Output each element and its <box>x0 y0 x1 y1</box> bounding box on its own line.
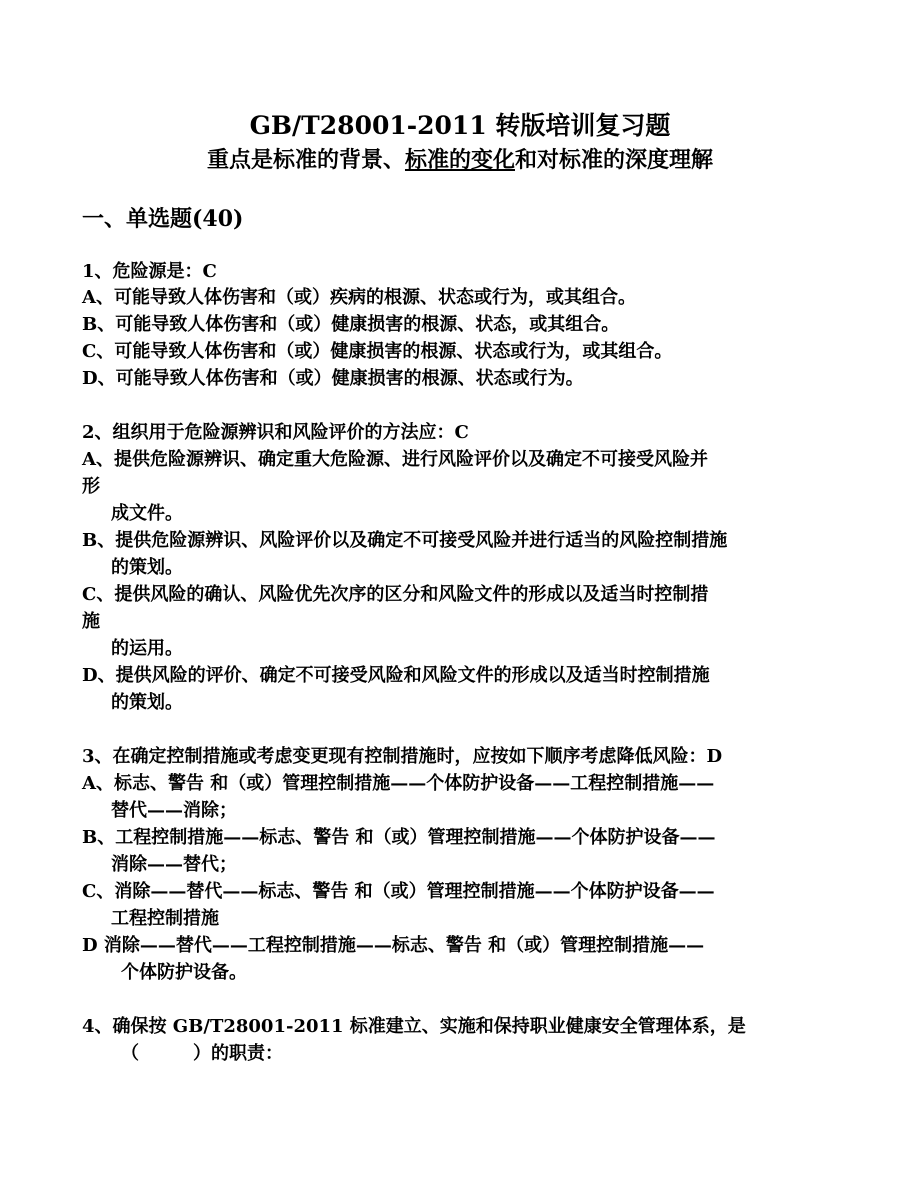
question-2-option-b: B、提供危险源辨识、风险评价以及确定不可接受风险并进行适当的风险控制措施 <box>82 530 728 551</box>
question-2-option-c-wrap: 施 <box>82 611 100 632</box>
question-3-option-d: D 消除——替代——工程控制措施——标志、警告 和（或）管理控制措施—— <box>82 935 705 956</box>
question-2-option-c: C、提供风险的确认、风险优先次序的区分和风险文件的形成以及适当时控制措 <box>82 584 709 605</box>
question-2: 2、组织用于危险源辨识和风险评价的方法应：C <box>82 422 469 443</box>
question-1-option-d: D、可能导致人体伤害和（或）健康损害的根源、状态或行为。 <box>82 368 584 389</box>
question-2-option-c-cont: 的运用。 <box>111 638 183 659</box>
question-1-option-a: A、可能导致人体伤害和（或）疾病的根源、状态或行为，或其组合。 <box>82 287 636 308</box>
question-1-option-b: B、可能导致人体伤害和（或）健康损害的根源、状态，或其组合。 <box>82 314 620 335</box>
question-3-option-c-cont: 工程控制措施 <box>111 908 219 929</box>
question-4-cont: （ ）的职责： <box>121 1043 283 1064</box>
question-3-option-a-cont: 替代——消除； <box>111 800 237 821</box>
question-2-option-a: A、提供危险源辨识、确定重大危险源、进行风险评价以及确定不可接受风险并 <box>82 449 708 470</box>
question-2-option-d-cont: 的策划。 <box>111 692 183 713</box>
question-3-option-c: C、消除——替代——标志、警告 和（或）管理控制措施——个体防护设备—— <box>82 881 715 902</box>
subtitle-text-2: 和对标准的深度理解 <box>515 147 714 173</box>
subtitle-text-1: 重点是标准的背景、 <box>206 147 405 173</box>
question-2-option-b-cont: 的策划。 <box>111 557 183 578</box>
question-2-option-d: D、提供风险的评价、确定不可接受风险和风险文件的形成以及适当时控制措施 <box>82 665 710 686</box>
question-3-option-b-cont: 消除——替代； <box>111 854 237 875</box>
question-3: 3、在确定控制措施或考虑变更现有控制措施时，应按如下顺序考虑降低风险：D <box>82 746 723 767</box>
question-1-option-c: C、可能导致人体伤害和（或）健康损害的根源、状态或行为，或其组合。 <box>82 341 673 362</box>
section-heading: 一、单选题(40) <box>82 206 244 232</box>
question-4: 4、确保按 GB/T28001-2011 标准建立、实施和保持职业健康安全管理体系，是 <box>82 1016 746 1037</box>
question-3-option-a: A、标志、警告 和（或）管理控制措施——个体防护设备——工程控制措施—— <box>82 773 715 794</box>
question-2-option-a-wrap: 形 <box>82 476 100 497</box>
subtitle-underlined-text: 标准的变化 <box>404 147 515 173</box>
question-2-option-a-cont: 成文件。 <box>111 503 183 524</box>
document-subtitle <box>0 143 920 177</box>
question-3-option-b: B、工程控制措施——标志、警告 和（或）管理控制措施——个体防护设备—— <box>82 827 716 848</box>
document-title: GB/T28001-2011 转版培训复习题 <box>249 111 671 140</box>
question-1: 1、危险源是：C <box>82 261 217 282</box>
question-3-option-d-cont: 个体防护设备。 <box>121 962 247 983</box>
